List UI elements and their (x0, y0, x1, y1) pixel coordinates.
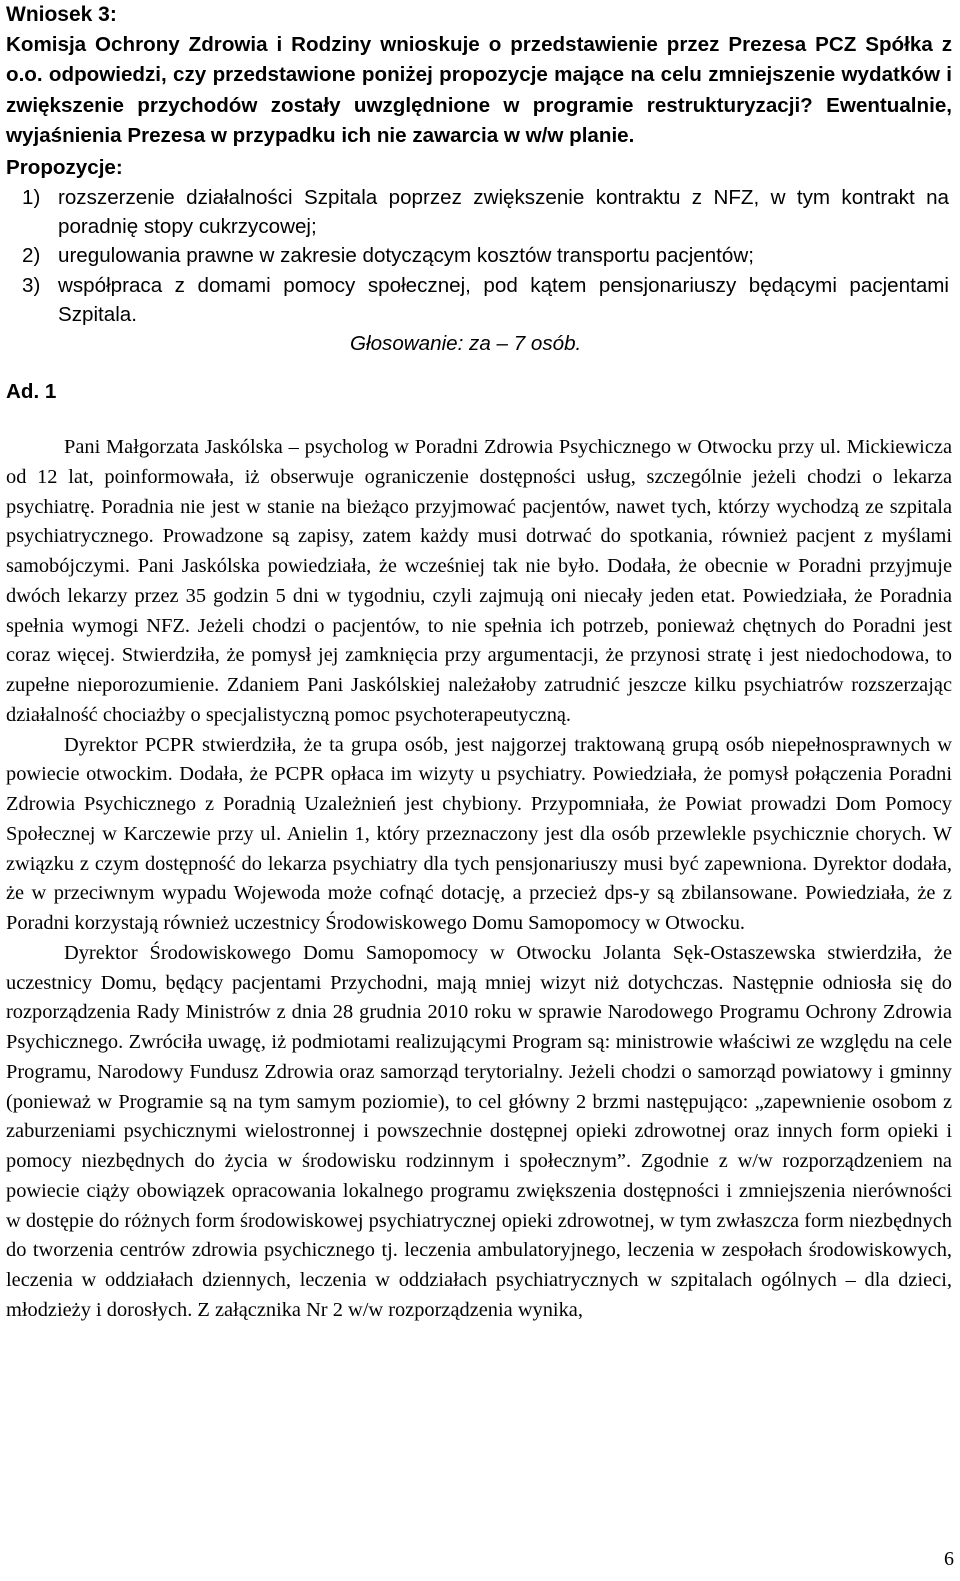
page-number: 6 (944, 1548, 954, 1570)
list-item (6, 241, 952, 270)
list-item-number: 3) (22, 273, 41, 297)
vote-result: Głosowanie: za – 7 osób. (350, 332, 582, 356)
list-item-number: 2) (22, 244, 41, 268)
section-label: Ad. 1 (6, 380, 57, 404)
motion-title: Wniosek 3: (6, 3, 117, 26)
paragraph: Pani Małgorzata Jaskólska – psycholog w Poradni Zdrowia Psychicznego w Otwocku przy ul. Mickiewicza od 12 lat, poinformowała, iż obserwuje ograniczenie dostępności usług, szczególnie jeżeli chodzi o lekarza psychiatrę. Poradnia nie jest w stanie na bieżąco przyjmować pacjentów, nawet tych, którzy wychodzą ze szpitala psychiatrycznego. Prowadzone są zapisy, zatem każdy musi dotrwać do spotkania, również pacjent z myślami samobójczymi. Pani Jaskólska powiedziała, że wcześniej tak nie było. Dodała, że obecnie w Poradni przyjmuje dwóch lekarzy przez 35 godzin 5 dni w tygodniu, czyli zajmują oni niecały jeden etat. Powiedziała, że Poradnia spełnia wymogi NFZ. Jeżeli chodzi o pacjentów, to nie spełnia ich potrzeb, ponieważ chętnych do Poradni jest coraz więcej. Stwierdziła, że pomysł jej zamknięcia przy argumentacji, że przynosi stratę i jest niedochodowa, to zupełne nieporozumienie. Zdaniem Pani Jaskólskiej należałoby zatrudnić jeszcze kilku psychiatrów rozszerzając działalność chociażby o specjalistyczną pomoc psychoterapeutyczną. (6, 436, 952, 726)
document-page (6, 0, 952, 1326)
paragraph: Dyrektor Środowiskowego Domu Samopomocy w Otwocku Jolanta Sęk-Ostaszewska stwierdziła, że uczestnicy Domu, będący pacjentami Przychodni, mają mniej wizyt niż dotychczas. Następnie odniosła się do rozporządzenia Rady Ministrów z dnia 28 grudnia 2010 roku w sprawie Narodowego Programu Ochrony Zdrowia Psychicznego. Zwróciła uwagę, iż podmiotami realizującymi Program są: ministrowie właściwi ze względu na cele Programu, Narodowy Fundusz Zdrowia oraz samorząd terytorialny. Jeżeli chodzi o samorząd powiatowy i gminny (ponieważ w Programie są na tym samym poziomie), to cel główny 2 brzmi następująco: „zapewnienie osobom z zaburzeniami psychicznymi wielostronnej i powszechnie dostępnej opieki zdrowotnej oraz innych form opieki i pomocy niezbędnych do życia w środowisku rodzinnym i społecznym”. Zgodnie z w/w rozporządzeniem na powiecie ciąży obowiązek opracowania lokalnego programu zwiększenia dostępności i zmniejszenia nierówności w dostępie do różnych form środowiskowej psychiatrycznej opieki zdrowotnej, w tym zwłaszcza form niezbędnych do tworzenia centrów zdrowia psychicznego tj. leczenia ambulatoryjnego, leczenia w zespołach środowiskowych, leczenia w oddziałach dziennych, leczenia w oddziałach psychiatrycznych w szpitalach ogólnych – dla dzieci, młodzieży i dorosłych. Z załącznika Nr 2 w/w rozporządzenia wynika, (6, 941, 952, 1321)
motion-block (6, 0, 952, 183)
list-item-number: 1) (22, 185, 41, 209)
list-item-text: współpraca z domami pomocy społecznej, pod kątem pensjonariuszy będącymi pacjentami Szpitala. (58, 273, 949, 326)
proposals-list (6, 183, 952, 329)
minutes-body (6, 433, 952, 1326)
paragraph: Dyrektor PCPR stwierdziła, że ta grupa osób, jest najgorzej traktowaną grupą osób niepełnosprawnych w powiecie otwockim. Dodała, że PCPR opłaca im wizyty u psychiatry. Powiedziała, że pomysł połączenia Poradni Zdrowia Psychicznego z Poradnią Uzależnień jest chybiony. Przypomniała, że Powiat prowadzi Dom Pomocy Społecznej w Karczewie przy ul. Anielin 1, który przeznaczony jest dla osób przewlekle psychicznie chorych. W związku z czym dostępność do lekarza psychiatry dla tych pensjonariuszy musi być zapewniona. Dyrektor dodała, że w przeciwnym wypadu Wojewoda może cofnąć dotację, a przecież dps-y są zbilansowane. Powiedziała, że z Poradni korzystają również uczestnicy Środowiskowego Domu Samopomocy w Otwocku. (6, 733, 952, 935)
list-item-text: uregulowania prawne w zakresie dotyczącym kosztów transportu pacjentów; (58, 244, 754, 268)
proposals-label: Propozycje: (6, 155, 123, 179)
motion-text: Komisja Ochrony Zdrowia i Rodziny wnioskuje o przedstawienie przez Prezesa PCZ Spółka z o.o. odpowiedzi, czy przedstawione poniżej propozycje mające na celu zmniejszenie wydatków i zwiększenie przychodów zostały uwzględnione w programie restrukturyzacji? Ewentualnie, wyjaśnienia Prezesa w przypadku ich nie zawarcia w w/w planie. (6, 33, 952, 148)
list-item (6, 271, 952, 330)
list-item (6, 183, 952, 242)
list-item-text: rozszerzenie działalności Szpitala poprzez zwiększenie kontraktu z NFZ, w tym kontrakt na poradnię stopy cukrzycowej; (58, 185, 949, 238)
